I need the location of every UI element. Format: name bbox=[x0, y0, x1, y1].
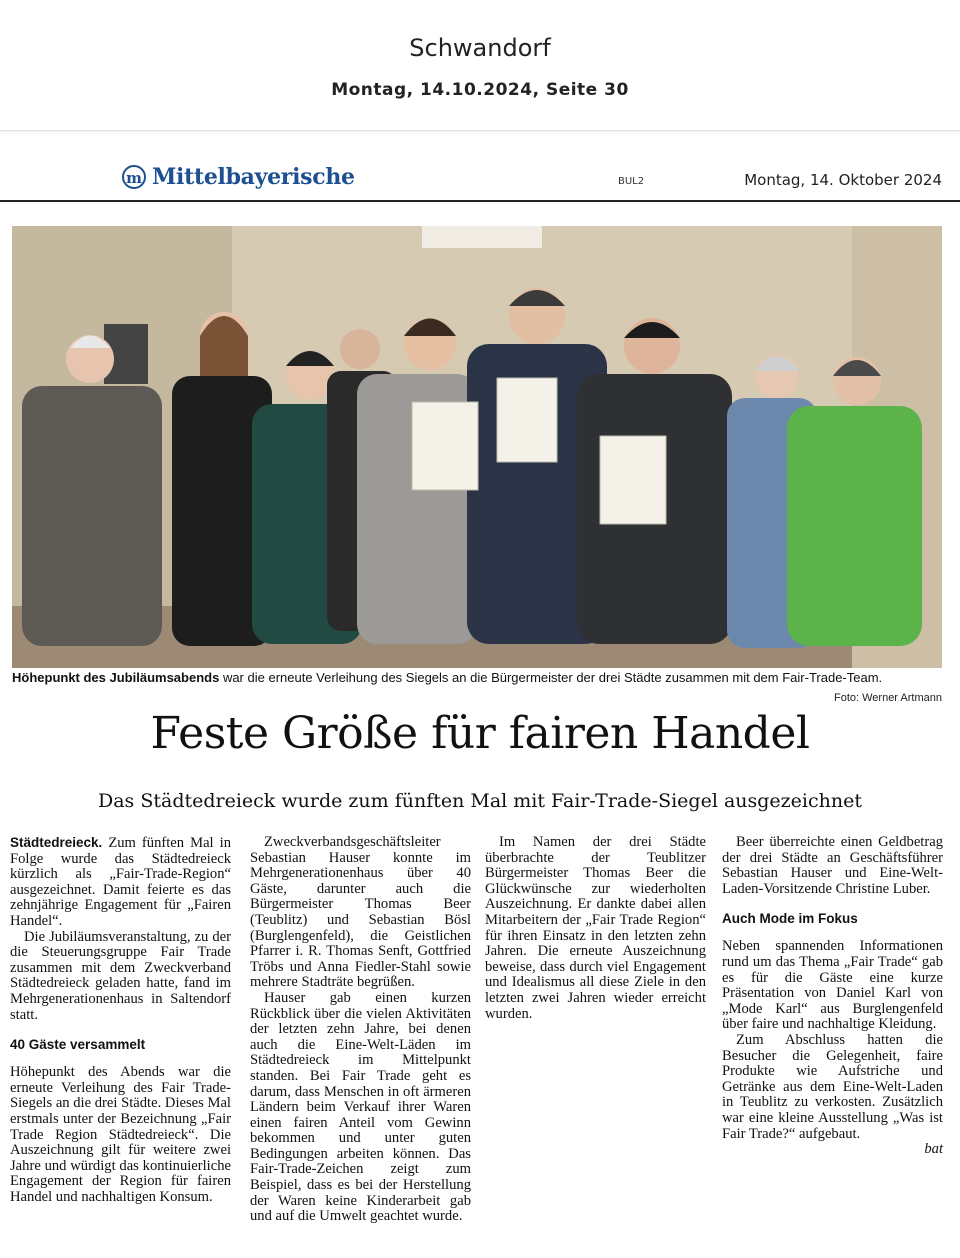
article-column-2 bbox=[250, 835, 471, 1225]
certificate-2 bbox=[497, 378, 557, 462]
photo-caption bbox=[12, 670, 942, 686]
group-photo-illustration bbox=[12, 226, 942, 668]
article-photo bbox=[12, 226, 942, 668]
caption-text: war die erneute Verleihung des Siegels an die Bürgermeister der drei Städte zusammen mit dem Fair-Trade-Team. bbox=[219, 670, 883, 685]
paragraph-1-text: Zum fünften Mal in Folge wurde das Städtedreieck kürzlich als „Fair-Trade-Region“ ausgezeichnet. Damit feierte es das zehnjährige Engagement für „Fairen Handel“. bbox=[10, 835, 231, 929]
paragraph-5: Hauser gab einen kurzen Rückblick über die vielen Aktivitäten der letzten zehn Jahre, bei denen auch die Eine-Welt-Läden im Städtedreieck im Mittelpunkt standen. Bei Fair Trade geht es darum, dass Menschen in oft ärmeren Ländern beim Verkauf ihrer Waren einen fairen Anteil vom Gewinn bekommen und unter guten Bedingungen arbeiten können. Das Fair-Trade-Zeichen zeigt zum Beispiel, dass es bei der Herstellung der Waren keine Kinderarbeit gab und auf die Umwelt geachtet wurde. bbox=[250, 989, 471, 1225]
logo-text: Mittelbayerische bbox=[152, 164, 355, 190]
photo-credit: Foto: Werner Artmann bbox=[833, 692, 942, 704]
article-subheadline: Das Städtedreieck wurde zum fünften Mal mit Fair-Trade-Siegel ausgezeichnet bbox=[97, 790, 862, 812]
newspaper-logo bbox=[122, 164, 355, 190]
air-conditioner bbox=[422, 226, 542, 248]
page-header bbox=[0, 0, 960, 131]
newspaper-masthead bbox=[0, 160, 960, 202]
city-title: Schwandorf bbox=[409, 34, 551, 62]
subhead-guests: 40 Gäste versammelt bbox=[10, 1037, 146, 1053]
paragraph-8: Neben spannenden Informationen rund um das Thema „Fair Trade“ gab es für die Gäste eine kurze Präsentation von Daniel Karl von „Mode Karl“ aus Burglengenfeld über faire und nachhaltige Kleidung. bbox=[722, 938, 943, 1033]
issue-dateline: Montag, 14.10.2024, Seite 30 bbox=[331, 80, 629, 100]
certificate-3 bbox=[600, 436, 666, 524]
caption-lead: Höhepunkt des Jubiläumsabends bbox=[12, 670, 220, 685]
paragraph-1 bbox=[10, 835, 231, 930]
logo-mark-icon: m bbox=[122, 165, 146, 189]
masthead-date: Montag, 14. Oktober 2024 bbox=[744, 171, 942, 189]
author-byline: bat bbox=[924, 1141, 943, 1158]
paragraph-2: Die Jubiläumsveranstaltung, zu der die Steuerungsgruppe Fair Trade zusammen mit dem Zweckverband Städtedreieck geladen hatte, fand im Mehrgenerationenhaus in Saltendorf statt. bbox=[10, 928, 231, 1023]
paragraph-3: Höhepunkt des Abends war die erneute Verleihung des Fair Trade-Siegels an die drei Städte. Dieses Mal erstmals unter der Bezeichnung „Fair Trade Region Städtedreieck“. Die Auszeichnung gilt für weitere zwei Jahre und würdigt das kontinuierliche Engagement der Region für fairen Handel und nachhaltigen Konsum. bbox=[10, 1064, 231, 1205]
edition-code: BUL2 bbox=[618, 176, 645, 187]
article-column-4 bbox=[722, 835, 943, 1158]
article-column-3 bbox=[485, 835, 706, 1022]
paragraph-4: Zweckverbandsgeschäftsleiter Sebastian Hauser konnte im Mehrgenerationenhaus über 40 Gäste, darunter auch die Bürgermeister Thomas Beer (Teublitz) und Sebastian Bösl (Burglengenfeld), die Geistlichen Pfarrer i. R. Thomas Senft, Gottfried Tröbs und Anna Fiedler-Stahl sowie mehrere Stadträte begrüßen. bbox=[250, 834, 471, 991]
article-column-1 bbox=[10, 835, 231, 1205]
paragraph-7: Beer überreichte einen Geldbetrag der drei Städte an Geschäftsführer Sebastian Hauser und Eine-Welt-Laden-Vorsitzende Christine Luber. bbox=[722, 834, 943, 897]
subhead-fashion: Auch Mode im Fokus bbox=[722, 911, 858, 927]
paragraph-9: Zum Abschluss hatten die Besucher die Gelegenheit, faire Produkte wie Aufstriche und Getränke aus dem Eine-Welt-Laden in Teublitz zu verkosten. Zusätzlich war eine kleine Ausstellung „Was ist Fair Trade?“ aufgebaut. bbox=[722, 1031, 943, 1142]
dateline-label: Städtedreieck. bbox=[10, 835, 103, 850]
article-headline: Feste Größe für fairen Handel bbox=[150, 708, 810, 759]
certificate-1 bbox=[412, 402, 478, 490]
paragraph-6: Im Namen der drei Städte überbrachte der Teublitzer Bürgermeister Thomas Beer die Glückwünsche zur wiederholten Auszeichnung. Er dankte dabei allen Mitarbeitern der „Fair Trade Region“ für ihren Einsatz in den letzten zehn Jahren. Die erneute Auszeichnung beweise, dass durch viel Engagement und Idealismus all diese Ziele in den letzten zwei Jahren wieder erreicht wurden. bbox=[485, 834, 706, 1022]
